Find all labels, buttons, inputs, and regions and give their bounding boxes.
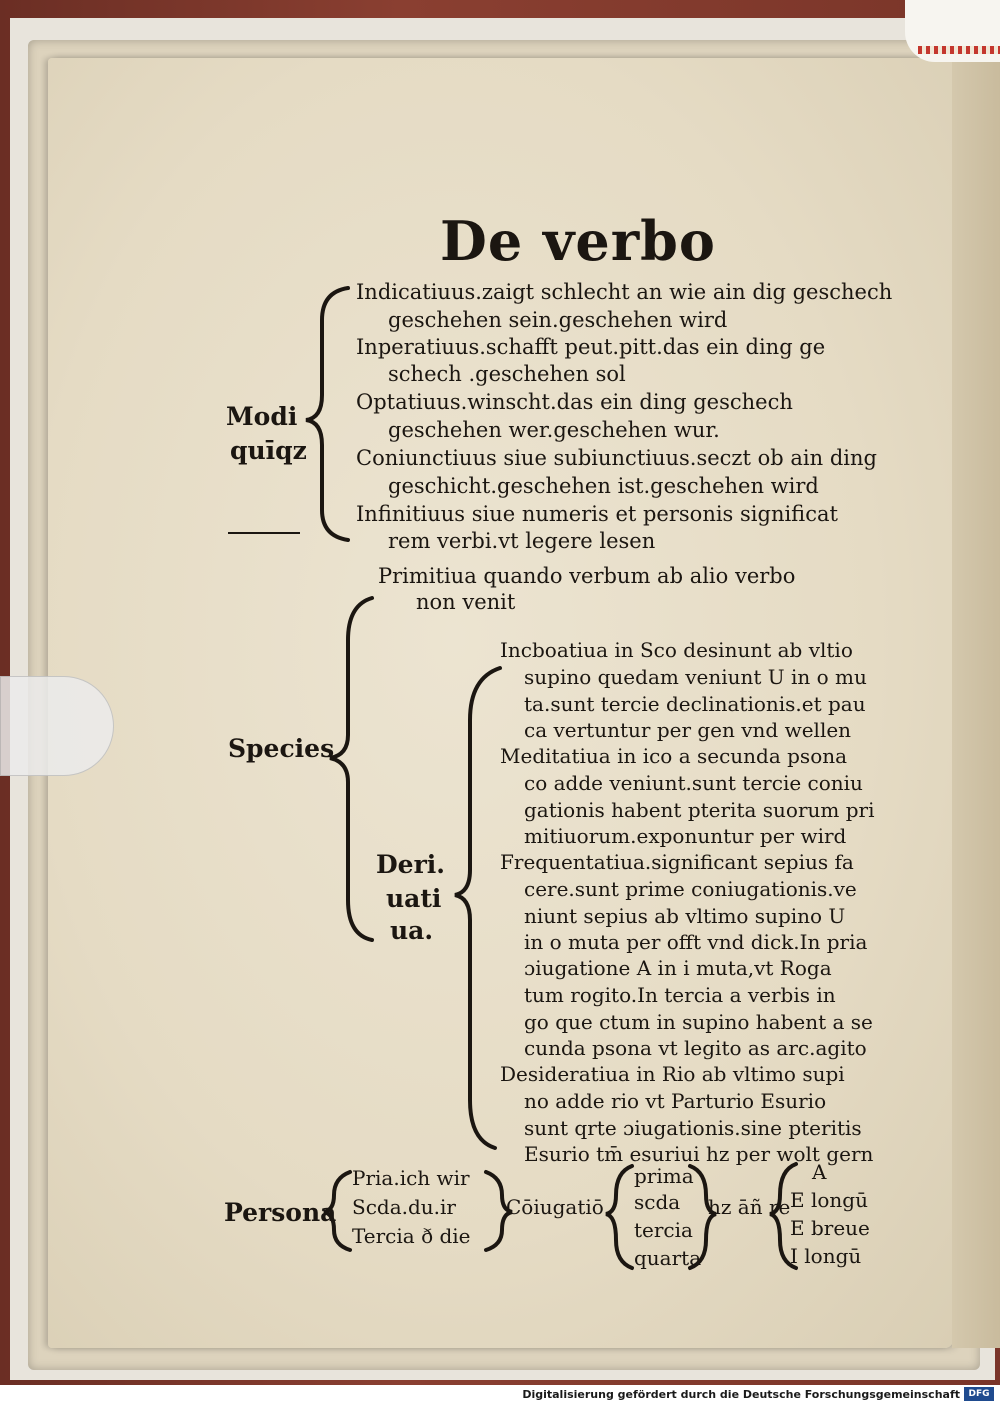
vowel-item: E breue bbox=[790, 1216, 870, 1240]
modi-line: Optatiuus.winscht.das ein ding geschech bbox=[356, 390, 793, 414]
modi-line: rem verbi.vt legere lesen bbox=[388, 529, 656, 553]
deriuatiua-line: gationis habent pterita suorum pri bbox=[524, 798, 875, 822]
persona-item: Pria.ich wir bbox=[352, 1166, 470, 1190]
habet-label: hz āñ re bbox=[708, 1195, 791, 1219]
page-title: De verbo bbox=[440, 209, 716, 273]
modi-line: Indicatiuus.zaigt schlecht an wie ain dig geschech bbox=[356, 280, 893, 304]
deriuatiua-line: niunt sepius ab vltimo supino U bbox=[524, 904, 846, 928]
deriuatiua-label: ua. bbox=[390, 916, 434, 945]
deriuatiua-line: ca vertuntur per gen vnd wellen bbox=[524, 718, 852, 742]
coniugatio-item: quarta bbox=[634, 1246, 702, 1270]
deriuatiua-line: mitiuorum.exponuntur per wird bbox=[524, 824, 847, 848]
deriuatiua-label: Deri. bbox=[376, 850, 445, 879]
deriuatiua-line: Desideratiua in Rio ab vltimo supi bbox=[500, 1062, 845, 1086]
species-brace bbox=[330, 598, 372, 940]
vowel-item: I longū bbox=[790, 1244, 862, 1268]
deriuatiua-line: in o muta per offt vnd dick.In pria bbox=[524, 930, 868, 954]
modi-line: geschehen wer.geschehen wur. bbox=[388, 418, 720, 442]
persona-item: Tercia ð die bbox=[352, 1224, 471, 1248]
persona-label: Persona bbox=[224, 1198, 337, 1227]
deriuatiua-line: go que ctum in supino habent a se bbox=[524, 1010, 873, 1034]
modi-label: Modi bbox=[226, 402, 298, 431]
species-label: Species bbox=[228, 734, 335, 763]
vowel-item: A bbox=[812, 1160, 827, 1184]
modi-brace bbox=[306, 288, 348, 540]
modi-line: schech .geschehen sol bbox=[388, 362, 626, 386]
deriuatiua-line: sunt qrte ɔiugationis.sine pteritis bbox=[524, 1116, 862, 1140]
footer-credit: Digitalisierung gefördert durch die Deutsche Forschungsgemeinschaft bbox=[522, 1388, 960, 1401]
modi-line: geschehen sein.geschehen wird bbox=[388, 308, 728, 332]
deriuatiua-brace bbox=[455, 668, 500, 1148]
dfg-logo: DFG bbox=[964, 1387, 994, 1401]
footer-bar bbox=[0, 1385, 1000, 1403]
deriuatiua-line: cunda psona vt legito as arc.agito bbox=[524, 1036, 867, 1060]
deriuatiua-line: Esurio tm̄ esuriui hz per wolt gern bbox=[524, 1142, 874, 1166]
coniugatio-brace bbox=[606, 1166, 632, 1268]
vowel-item: E longū bbox=[790, 1188, 868, 1212]
deriuatiua-line: ta.sunt tercie declinationis.et pau bbox=[524, 692, 866, 716]
modi-line: geschicht.geschehen ist.geschehen wird bbox=[388, 474, 819, 498]
persona-item: Scda.du.ir bbox=[352, 1195, 456, 1219]
modi-line: Inperatiuus.schafft peut.pitt.das ein ding ge bbox=[356, 335, 826, 359]
deriuatiua-label: uati bbox=[386, 884, 442, 913]
deriuatiua-line: co adde veniunt.sunt tercie coniu bbox=[524, 771, 863, 795]
coniugatio-item: prima bbox=[634, 1164, 694, 1188]
coniugatio-item: scda bbox=[634, 1190, 681, 1214]
modi-line: Infinitiuus siue numeris et personis significat bbox=[356, 502, 838, 526]
deriuatiua-line: Frequentatiua.significant sepius fa bbox=[500, 850, 854, 874]
coniugatio-label: Cōiugatiō bbox=[506, 1195, 604, 1219]
deriuatiua-line: no adde rio vt Parturio Esurio bbox=[524, 1089, 827, 1113]
deriuatiua-line: cere.sunt prime coniugationis.ve bbox=[524, 877, 857, 901]
modi-label-2: quīqz bbox=[230, 436, 307, 465]
deriuatiua-line: Meditatiua in ico a secunda psona bbox=[500, 744, 848, 768]
deriuatiua-line: ɔiugatione A in i muta,vt Roga bbox=[524, 956, 832, 980]
primitiua-line: non venit bbox=[416, 590, 516, 614]
coniugatio-item: tercia bbox=[634, 1218, 693, 1242]
deriuatiua-line: tum rogito.In tercia a verbis in bbox=[524, 983, 836, 1007]
modi-line: Coniunctiuus siue subiunctiuus.seczt ob ain ding bbox=[356, 446, 877, 470]
deriuatiua-line: supino quedam veniunt U in o mu bbox=[524, 665, 867, 689]
deriuatiua-line: Incboatiua in Sco desinunt ab vltio bbox=[500, 638, 853, 662]
primitiua-line: Primitiua quando verbum ab alio verbo bbox=[378, 564, 796, 588]
